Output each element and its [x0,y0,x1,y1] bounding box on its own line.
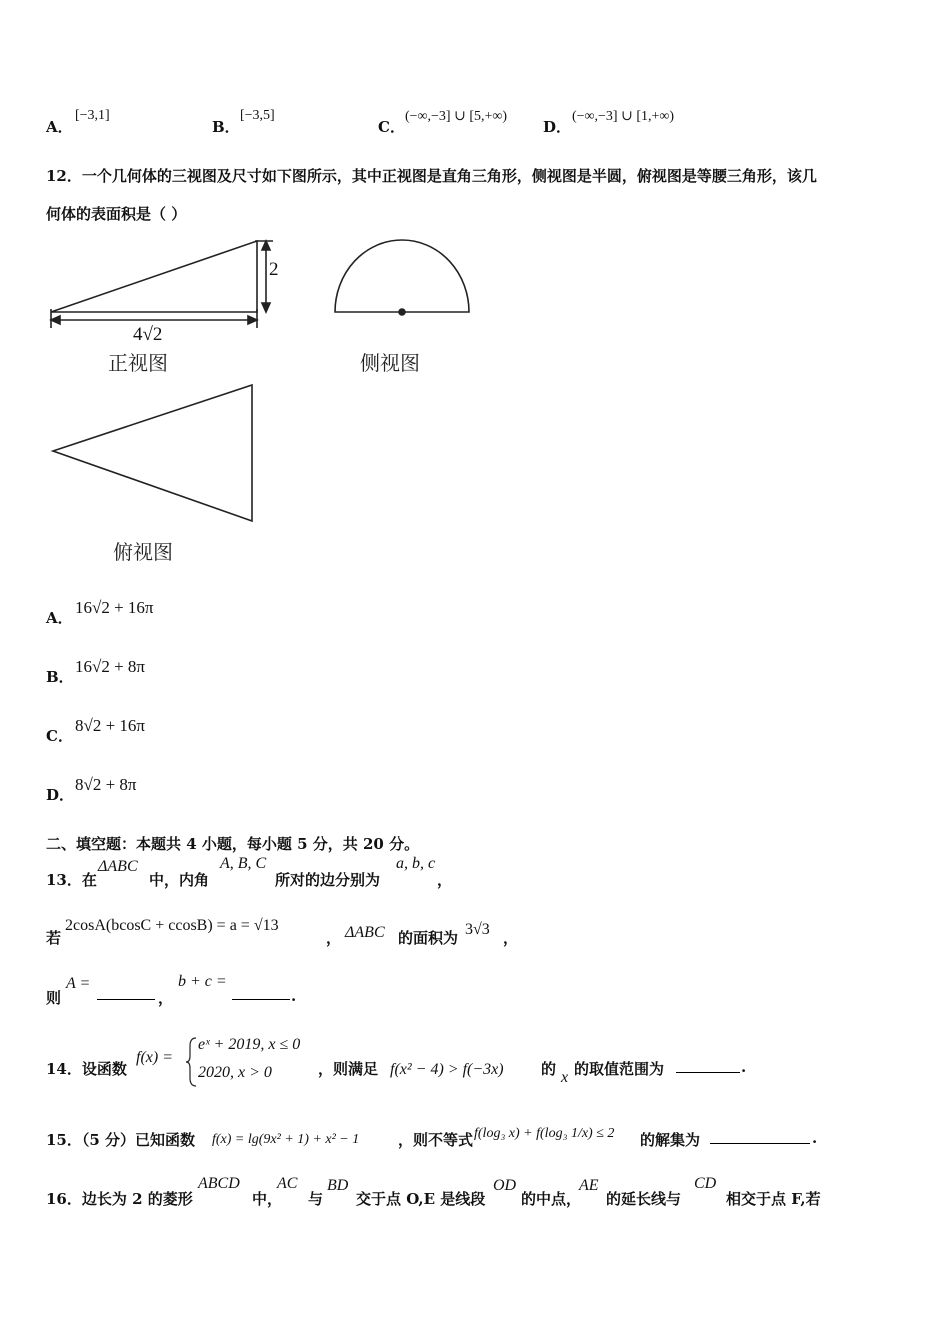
q12-opt-a-value: 16√2 + 16π [75,598,154,617]
q12-opt-b-label[interactable]: B． [46,668,74,686]
q14-case-1: eˣ + 2019, x ≤ 0 [198,1036,301,1053]
q13-separator: ， [158,989,174,1007]
q12-opt-c-label[interactable]: C． [46,727,73,745]
side-view [335,240,469,315]
side-view-caption: 侧视图 [360,351,420,375]
q11-opt-c-label[interactable]: C． [378,118,405,136]
q16-od: OD [493,1177,517,1194]
q11-opt-a-label[interactable]: A． [46,118,73,136]
q15-inequality: f(log₃ x) + f(log₃ 1/x) ≤ 2 [474,1126,615,1141]
q11-opt-a-value: [−3,1] [75,108,110,123]
q11-opt-d-value: (−∞,−3] ∪ [1,+∞) [572,109,675,124]
q12-stem-line2: 何体的表面积是（ ） [46,205,187,223]
q13-line2-text-2: ， [326,929,342,947]
q14-inequality: f(x² − 4) > f(−3x) [390,1061,504,1078]
q13-angles: A, B, C [220,855,267,872]
q13-A-equals: A = [66,975,91,992]
q14-left-brace [186,1036,198,1088]
q13-line3-text-1: 则 [46,989,62,1007]
q13-equation: 2cosA(bcosC + ccosB) = a = √13 [65,917,279,934]
q16-text-4: 交于点 O,E 是线段 [356,1190,486,1208]
q12-opt-d-value: 8√2 + 8π [75,775,137,794]
q16-ae: AE [579,1177,599,1194]
q14-period: . [741,1058,747,1076]
q13-line2-text-4: ， [503,929,519,947]
q13-period: . [291,987,297,1005]
q14-case-2: 2020, x > 0 [198,1064,272,1081]
q16-text-5: 的中点， [521,1190,582,1208]
q15-text-3: 的解集为 [640,1131,701,1149]
q12-opt-a-label[interactable]: A． [46,609,73,627]
q16-cd: CD [694,1175,717,1192]
q14-text-4: 的取值范围为 [574,1060,665,1078]
q14-text-3: 的 [541,1060,557,1078]
q16-text-6: 的延长线与 [606,1190,682,1208]
q13-text-4: ， [437,871,453,889]
q13-bc-equals: b + c = [178,973,227,990]
q16-text-1: 16．边长为 2 的菱形 [46,1190,193,1208]
front-view-caption: 正视图 [108,351,168,375]
q13-text-2: 中，内角 [149,871,210,889]
top-view-caption: 俯视图 [113,540,173,564]
q15-text-1: 15．（5 分）已知函数 [46,1131,196,1149]
q14-variable: x [561,1069,569,1086]
front-view [51,241,273,328]
q11-opt-c-value: (−∞,−3] ∪ [5,+∞) [405,109,508,124]
q12-opt-b-value: 16√2 + 8π [75,657,146,676]
q13-line2-text-3: 的面积为 [398,929,459,947]
q14-blank[interactable] [676,1058,740,1073]
q12-opt-d-label[interactable]: D． [46,786,75,804]
q13-triangle: ΔABC [98,858,138,875]
q11-opt-d-label[interactable]: D． [543,118,572,136]
q16-bd: BD [327,1177,349,1194]
q13-sides: a, b, c [396,855,436,872]
dim-base: 4√2 [133,324,163,345]
q13-text-1: 13．在 [46,871,97,889]
q13-text-3: 所对的边分别为 [275,871,381,889]
q14-text-1: 14．设函数 [46,1060,127,1078]
q12-opt-c-value: 8√2 + 16π [75,716,146,735]
q15-function: f(x) = lg(9x² + 1) + x² − 1 [212,1132,360,1147]
q15-blank[interactable] [710,1129,810,1144]
q15-period: . [812,1129,818,1147]
q13-triangle-2: ΔABC [345,924,385,941]
q13-line2-text-1: 若 [46,929,62,947]
dim-height: 2 [269,259,279,280]
q12-stem-line1: 12．一个几何体的三视图及尺寸如下图所示，其中正视图是直角三角形，侧视图是半圆，俯视图是等腰三角形，该几 [46,167,817,185]
top-view [53,385,252,521]
q14-function: f(x) = [136,1049,173,1066]
q16-text-3: 与 [308,1190,324,1208]
q13-area: 3√3 [465,921,490,938]
q13-A-blank[interactable] [97,985,155,1000]
q16-ac: AC [277,1175,298,1192]
q14-text-2: ，则满足 [318,1060,379,1078]
section-2-heading: 二、填空题：本题共 4 小题，每小题 5 分，共 20 分。 [46,835,420,853]
q11-opt-b-value: [−3,5] [240,108,275,123]
q15-text-2: ，则不等式 [398,1131,474,1149]
q16-abcd: ABCD [198,1175,240,1192]
q16-text-7: 相交于点 F,若 [726,1190,821,1208]
q16-text-2: 中， [252,1190,283,1208]
q11-opt-b-label[interactable]: B． [212,118,240,136]
q13-bc-blank[interactable] [232,985,290,1000]
